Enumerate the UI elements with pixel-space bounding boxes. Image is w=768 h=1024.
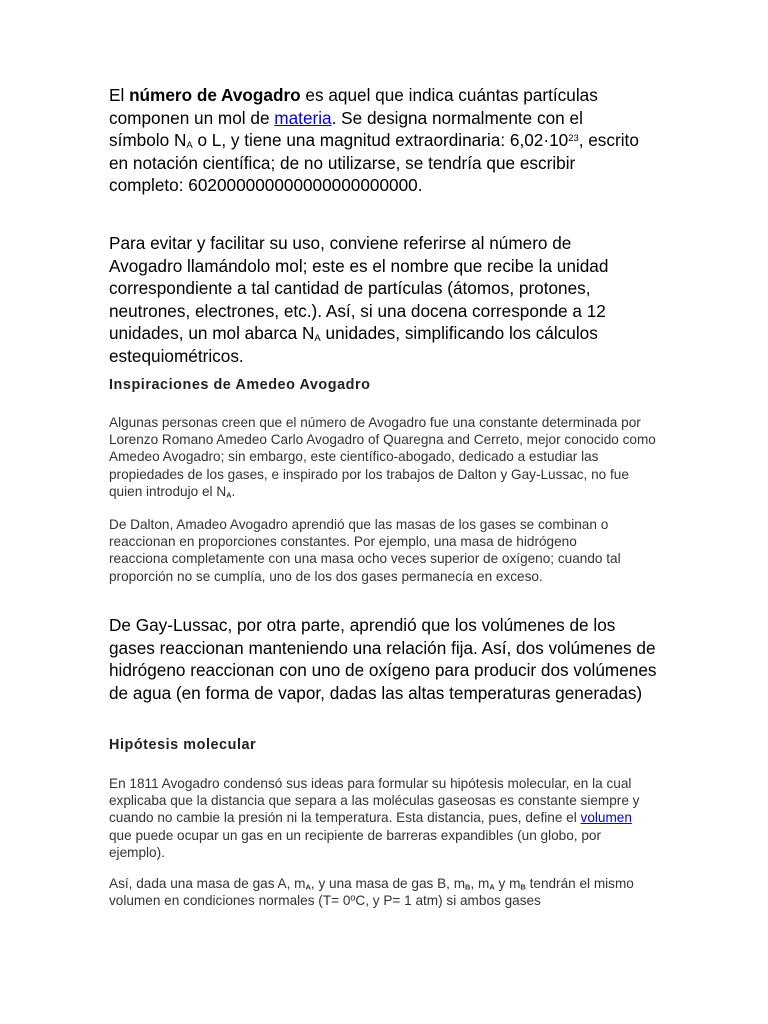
subscript-a: A — [305, 882, 311, 892]
paragraph-dalton: De Dalton, Amadeo Avogadro aprendió que las masas de los gases se combinan o reaccionan en proporciones constantes. Por ejemplo, una masa de hidrógeno reacciona completamente con una masa ocho veces superior de oxígeno; cuando tal proporción no se cumplía, uno de los dos gases permanecía en exceso. — [109, 517, 621, 584]
text: . — [231, 483, 236, 499]
text: o L, y tiene una magnitud extraordinaria: 6,02·10 — [192, 130, 569, 151]
text: unidades, simplificando los cálculos estequiométricos. — [109, 323, 598, 366]
paragraph-gay-lussac: De Gay-Lussac, por otra parte, aprendió que los volúmenes de los gases reaccionan manteniendo una relación fija. Así, dos volúmenes de hidrógeno reaccionan con uno de oxígeno para producir dos volúmenes de agua (en forma de vapor, dadas las altas temperaturas generadas) — [109, 615, 657, 703]
text: Para evitar y facilitar su uso, conviene referirse al número de Avogadro llamándolo mol; este es el nombre que recibe la unidad correspondiente a tal cantidad de partículas (átomos, protones, neutrones, electrones, etc.). Así, si una docena corresponde a 12 unidades, un mol abarca N — [109, 233, 609, 344]
subscript-a: A — [186, 140, 193, 152]
text: Algunas personas creen que el número de Avogadro fue una constante determinada por Lorenzo Romano Amedeo Carlo Avogadro of Quaregna and Cerreto, mejor conocido como Amedeo Avogadro; sin embargo, este científico-abogado, dedicado a estudiar las propiedades de los gases, e inspirado por los trabajos de Dalton y Gay-Lussac, no fue quien introdujo el N — [109, 415, 656, 499]
paragraph-avogadro-constant — [109, 414, 657, 500]
paragraph-avogadro-intro — [109, 84, 644, 197]
text: . Se designa normalmente con el símbolo N — [109, 107, 583, 151]
paragraph-gases-ab — [109, 875, 657, 909]
text: Así, dada una masa de gas A, m — [109, 876, 306, 891]
term-avogadro-number: número de Avogadro — [129, 85, 301, 105]
text: y m — [494, 876, 521, 891]
text: tendrán el mismo volumen en condiciones normales (T= 0ºC, y P= 1 atm) si ambos gases — [109, 876, 634, 909]
text: , m — [470, 876, 490, 891]
link-materia[interactable]: materia — [274, 107, 332, 128]
section-heading-hipotesis: Hipótesis molecular — [109, 737, 257, 753]
link-volumen[interactable]: volumen — [580, 810, 632, 826]
text: que puede ocupar un gas en un recipiente de barreras expandibles (un globo, por ejemplo). — [109, 827, 601, 860]
subscript-a: A — [314, 333, 321, 345]
text: , y una masa de gas B, m — [310, 876, 466, 891]
paragraph-hipotesis — [109, 775, 654, 861]
text: El — [109, 85, 130, 105]
superscript-23: 23 — [568, 133, 579, 144]
section-heading-inspiraciones: Inspiraciones de Amedeo Avogadro — [109, 377, 371, 393]
subscript-a: A — [226, 490, 232, 500]
subscript-a: A — [489, 882, 495, 892]
text: En 1811 Avogadro condensó sus ideas para formular su hipótesis molecular, en la cual explicaba que la distancia que separa a las moléculas gaseosas es constante siempre y cuando no cambie la presión ni la temperatura. Esta distancia, pues, define el — [109, 776, 640, 826]
subscript-b: B — [520, 882, 526, 892]
text: , escrito en notación científica; de no utilizarse, se tendría que escribir completo: 602000000000000000000000. — [109, 130, 639, 196]
subscript-b: B — [465, 882, 471, 892]
paragraph-mol — [109, 232, 639, 368]
text: es aquel que indica cuántas partículas componen un mol de — [109, 85, 598, 128]
